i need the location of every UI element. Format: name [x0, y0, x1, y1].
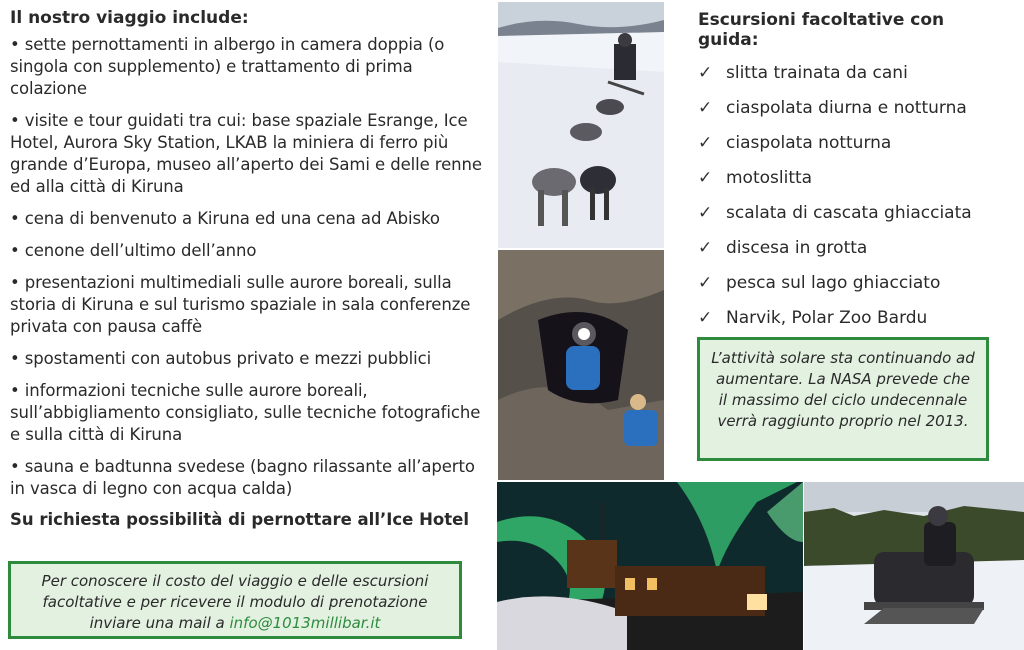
excursion-label: motoslitta — [726, 168, 813, 188]
include-item: • visite e tour guidati tra cui: base spaziale Esrange, Ice Hotel, Aurora Sky Station, LKAB la miniera di ferro più grande d’Europa, museo all’aperto dei Sami e delle renne ed alla città di Kiruna — [10, 111, 482, 196]
include-item: • informazioni tecniche sulle aurore boreali, sull’abbigliamento consigliato, sulle tecniche fotografiche e sulla città di Kiruna — [10, 381, 481, 444]
excursion-item — [698, 62, 1008, 97]
check-icon: ✓ — [698, 168, 713, 188]
excursion-item — [698, 132, 1008, 167]
cave-photo — [498, 250, 664, 480]
check-icon: ✓ — [698, 273, 713, 293]
contact-text: Per conoscere il costo del viaggio e delle escursioni facoltative e per ricevere il modulo di prenotazione inviare una mail a — [41, 572, 429, 632]
solar-activity-box — [697, 337, 989, 461]
excursion-label: Narvik, Polar Zoo Bardu — [726, 308, 928, 328]
excursion-item — [698, 237, 1008, 272]
excursion-item — [698, 97, 1008, 132]
trip-includes-section — [10, 8, 490, 529]
include-item: • spostamenti con autobus privato e mezzi pubblici — [10, 349, 432, 368]
excursion-item — [698, 272, 1008, 307]
check-icon: ✓ — [698, 63, 713, 83]
excursion-label: pesca sul lago ghiacciato — [726, 273, 941, 293]
excursion-label: slitta trainata da cani — [726, 63, 908, 83]
check-icon: ✓ — [698, 98, 713, 118]
include-item: • presentazioni multimediali sulle aurore boreali, sulla storia di Kiruna e sul turismo spaziale in sala conferenze privata con pausa caffè — [10, 273, 471, 336]
include-item: • sette pernottamenti in albergo in camera doppia (o singola con supplemento) e trattamento di prima colazione — [10, 35, 445, 98]
check-icon: ✓ — [698, 308, 713, 328]
check-icon: ✓ — [698, 133, 713, 153]
excursions-heading: Escursioni facoltative con guida: — [698, 10, 945, 50]
excursion-label: scalata di cascata ghiacciata — [726, 203, 972, 223]
include-item: • sauna e badtunna svedese (bagno rilassante all’aperto in vasca di legno con acqua calda) — [10, 457, 475, 498]
include-item: • cenone dell’ultimo dell’anno — [10, 241, 257, 260]
excursion-label: ciaspolata diurna e notturna — [726, 98, 967, 118]
excursions-section — [698, 10, 1008, 342]
excursion-label: ciaspolata notturna — [726, 133, 892, 153]
excursion-item — [698, 202, 1008, 237]
dog-sled-photo — [498, 2, 664, 248]
contact-email-link[interactable]: info@1013millibar.it — [229, 614, 381, 632]
aurora-photo — [497, 482, 803, 650]
contact-info-box — [8, 561, 462, 639]
include-item: • cena di benvenuto a Kiruna ed una cena ad Abisko — [10, 209, 440, 228]
check-icon: ✓ — [698, 238, 713, 258]
excursion-item — [698, 167, 1008, 202]
solar-activity-text: L’attività solare sta continuando ad aumentare. La NASA prevede che il massimo del ciclo undecennale verrà raggiunto proprio nel 2013. — [711, 349, 975, 430]
excursion-label: discesa in grotta — [726, 238, 868, 258]
snowmobile-photo — [804, 482, 1024, 650]
ice-hotel-note: Su richiesta possibilità di pernottare all’Ice Hotel — [10, 510, 469, 529]
check-icon: ✓ — [698, 203, 713, 223]
includes-heading: Il nostro viaggio include: — [10, 8, 249, 28]
